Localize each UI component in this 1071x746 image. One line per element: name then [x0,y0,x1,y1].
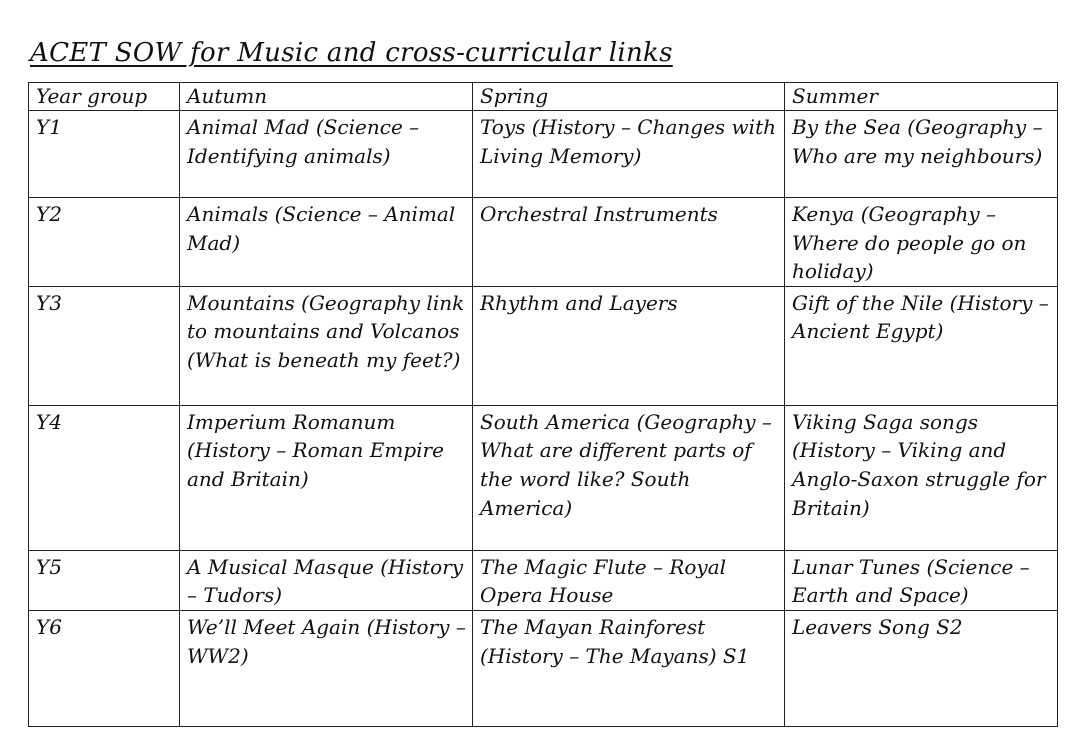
table-row [29,111,1058,198]
spring-cell: The Mayan Rainforest (History – The Mayans) S1 [473,610,785,726]
autumn-cell: A Musical Masque (History – Tudors) [180,550,473,610]
year-cell: Y1 [29,111,180,198]
year-cell: Y4 [29,405,180,550]
autumn-cell: Mountains (Geography link to mountains and Volcanos (What is beneath my feet?) [180,286,473,405]
spring-cell: Toys (History – Changes with Living Memory) [473,111,785,198]
summer-cell: By the Sea (Geography – Who are my neighbours) [785,111,1058,198]
autumn-cell: Animals (Science – Animal Mad) [180,198,473,287]
spring-cell: Orchestral Instruments [473,198,785,287]
table-row [29,198,1058,287]
year-cell: Y3 [29,286,180,405]
spring-cell: Rhythm and Layers [473,286,785,405]
summer-cell: Gift of the Nile (History – Ancient Egypt) [785,286,1058,405]
summer-cell: Kenya (Geography – Where do people go on holiday) [785,198,1058,287]
summer-cell: Lunar Tunes (Science – Earth and Space) [785,550,1058,610]
summer-cell: Viking Saga songs (History – Viking and Anglo-Saxon struggle for Britain) [785,405,1058,550]
year-cell: Y2 [29,198,180,287]
table-row [29,610,1058,726]
table-row [29,550,1058,610]
spring-cell: South America (Geography – What are different parts of the word like? South America) [473,405,785,550]
header-autumn: Autumn [180,83,473,111]
autumn-cell: Animal Mad (Science – Identifying animals) [180,111,473,198]
document-title: ACET SOW for Music and cross-curricular links [30,38,673,68]
header-spring: Spring [473,83,785,111]
year-cell: Y5 [29,550,180,610]
header-row [29,83,1058,111]
sow-table [28,82,1058,727]
summer-cell: Leavers Song S2 [785,610,1058,726]
year-cell: Y6 [29,610,180,726]
autumn-cell: We’ll Meet Again (History – WW2) [180,610,473,726]
table-row [29,286,1058,405]
header-summer: Summer [785,83,1058,111]
header-year-group: Year group [29,83,180,111]
spring-cell: The Magic Flute – Royal Opera House [473,550,785,610]
table-row [29,405,1058,550]
autumn-cell: Imperium Romanum (History – Roman Empire and Britain) [180,405,473,550]
